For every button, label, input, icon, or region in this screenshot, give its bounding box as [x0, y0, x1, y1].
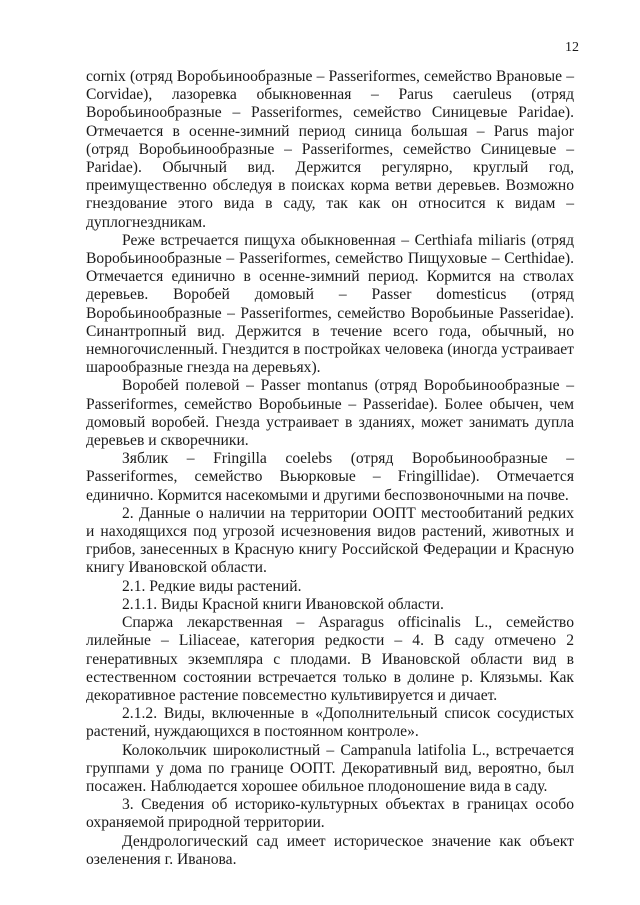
- paragraph-certhia-passer-domesticus: Реже встречается пищуха обыкновенная – Certhiafa miliaris (отряд Воробьинообразные – Passeriformes, семейство Пищуховые – Certhidae). Отмечается единично в осенне-зимний период. Кормится на стволах деревьев. Воробей домовый – Passer domesticus (отряд Воробьинообразные – Passeriformes, семейство Воробьиные Passeridae). Синантропный вид. Держится в течение всего года, обычный, но немногочисленный. Гнездится в постройках человека (иногда устраивает шарообразные гнезда на деревьях).: [86, 231, 574, 377]
- paragraph-birds-corvidae-paridae: cornix (отряд Воробьинообразные – Passeriformes, семейство Врановые – Corvidae), лазоревка обыкновенная – Parus caeruleus (отряд Воробьинообразные – Passeriformes, семейство Синицевые Paridae). Отмечается в осенне-зимний период синица большая – Parus major (отряд Воробьинообразные – Passeriformes, семейство Синицевые – Paridae). Обычный вид. Держится регулярно, круглый год, преимущественно обследуя в поисках корма ветви деревьев. Возможно гнездование этого вида в саду, так как он относится к видам – дуплогнездникам.: [86, 68, 574, 231]
- section-heading-2-1-2: 2.1.2. Виды, включенные в «Дополнительный список сосудистых растений, нуждающихся в постоянном контроле».: [86, 705, 574, 741]
- page-number: 12: [565, 40, 579, 55]
- paragraph-fringilla: Зяблик – Fringilla coelebs (отряд Воробьинообразные – Passeriformes, семейство Вьюрковые – Fringillidae). Отмечается единично. Кормится насекомыми и другими беспозвоночными на почве.: [86, 450, 574, 504]
- section-heading-2: 2. Данные о наличии на территории ООПТ местообитаний редких и находящихся под угрозой исчезновения видов растений, животных и грибов, занесенных в Красную книгу Российской Федерации и Красную книгу Ивановской области.: [86, 504, 574, 577]
- body-text: [86, 68, 574, 869]
- paragraph-asparagus: Спаржа лекарственная – Asparagus officinalis L., семейство лилейные – Liliaceae, категория редкости – 4. В саду отмечено 2 генеративных экземпляра с плодами. В Ивановской области вид в естественном состоянии встречается только в долине р. Клязьмы. Как декоративное растение повсеместно культивируется и дичает.: [86, 614, 574, 704]
- section-heading-2-1: 2.1. Редкие виды растений.: [122, 577, 302, 595]
- paragraph-campanula: Колокольчик широколистный – Campanula latifolia L., встречается группами у дома по границе ООПТ. Декоративный вид, вероятно, был посажен. Наблюдается хорошее обильное плодоношение вида в саду.: [86, 741, 574, 795]
- paragraph-passer-montanus: Воробей полевой – Passer montanus (отряд Воробьинообразные – Passeriformes, семейство Воробьиные – Passeridae). Более обычен, чем домовый воробей. Гнезда устраивает в зданиях, может занимать дупла деревьев и скворечники.: [86, 377, 574, 450]
- paragraph-dendrology-garden: Дендрологический сад имеет историческое значение как объект озеленения г. Иванова.: [86, 832, 574, 868]
- section-heading-3: 3. Сведения об историко-культурных объектах в границах особо охраняемой природной территории.: [86, 796, 574, 832]
- section-heading-2-1-1: 2.1.1. Виды Красной книги Ивановской области.: [122, 595, 444, 613]
